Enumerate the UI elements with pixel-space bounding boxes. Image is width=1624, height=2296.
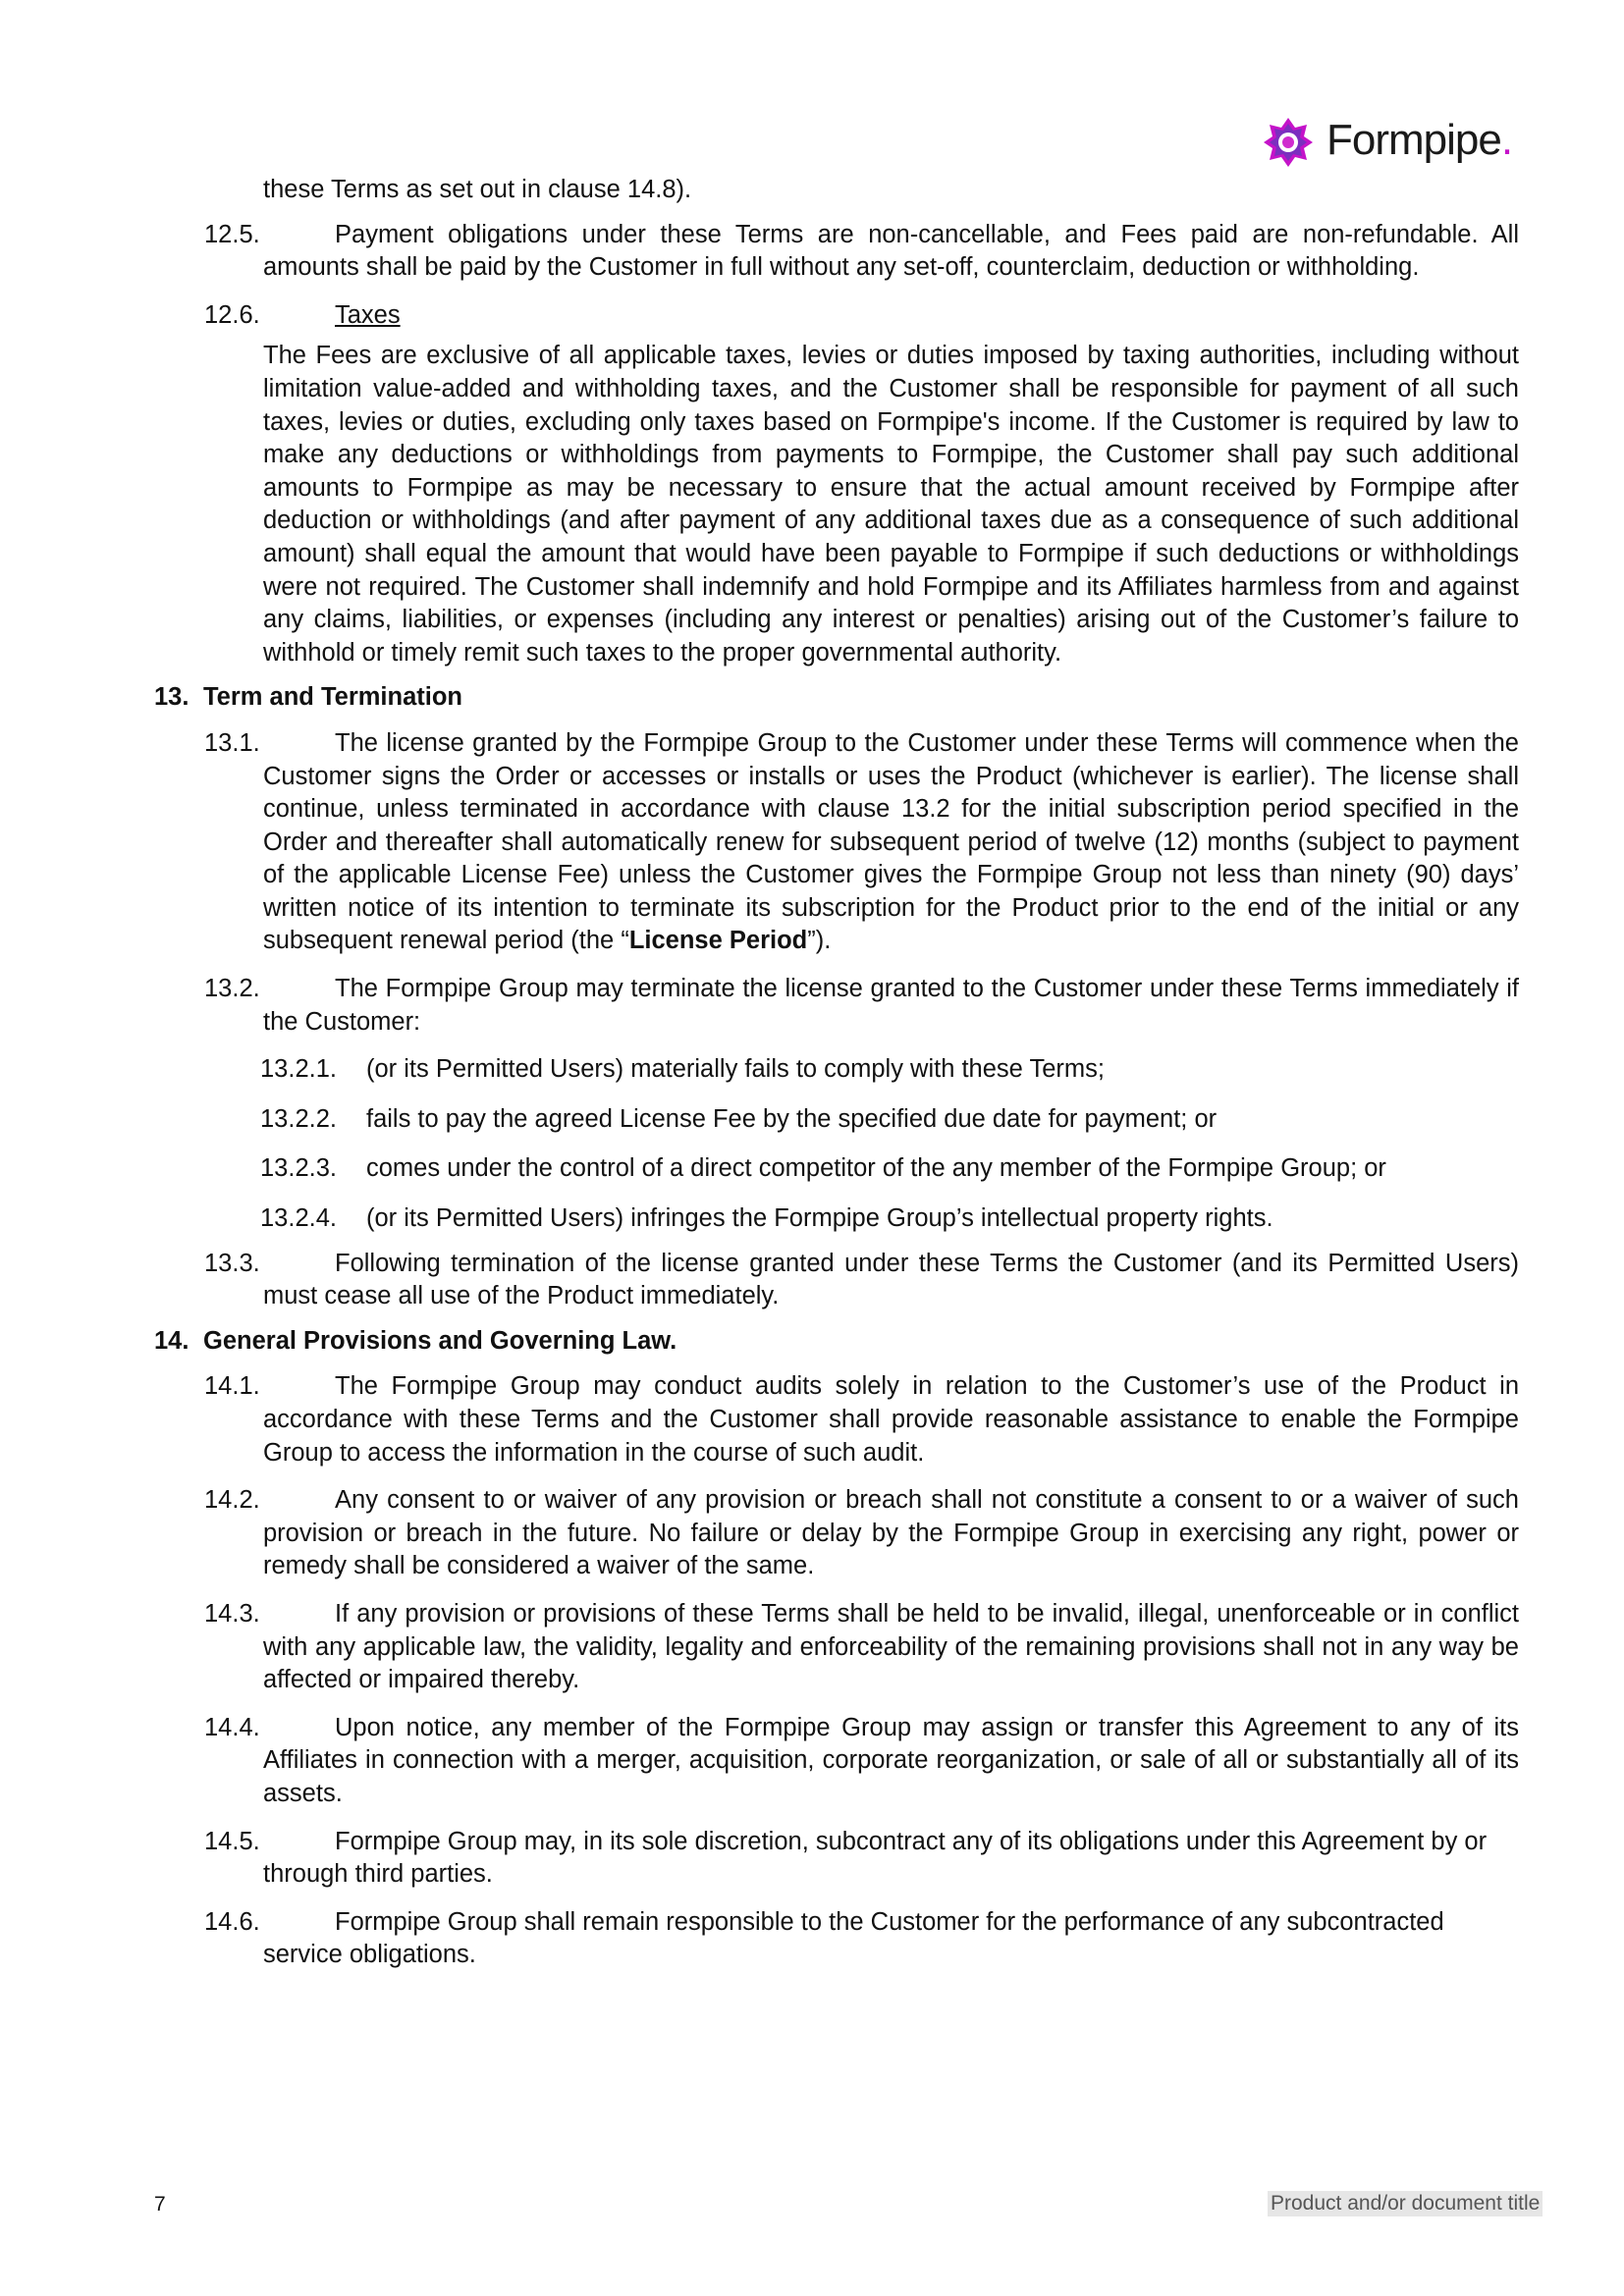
section-number: 13.: [154, 683, 189, 712]
clause-text: The Formpipe Group may terminate the license granted to the Customer under these Terms immediately if the Customer:: [263, 975, 1519, 1036]
clause-number: 14.6.: [204, 1907, 260, 1936]
clause-title: Taxes: [335, 300, 401, 329]
subclause-number: 13.2.3.: [260, 1154, 337, 1183]
clause-14-6: [154, 1906, 1519, 1972]
clause-text: The Formpipe Group may conduct audits solely in relation to the Customer’s use of the Product in accordance with these Terms and the Customer shall provide reasonable assistance to enable the Formpipe Group to access the information in the course of such audit.: [263, 1372, 1519, 1467]
clause-number: 12.6.: [204, 300, 260, 329]
clause-14-2: [154, 1484, 1519, 1583]
clause-13-1: 13.1. The license granted by the Formpipe Group to the Customer under these Terms will commence when the Customer signs the Order or accesses or installs or uses the Product (whichever is earlier). The license shall continue, unless terminated in accordance with clause 13.2 for the initial subscription period specified in the Order and thereafter shall automatically renew for subsequent period of twelve (12) months (subject to payment of the applicable License Fee) unless the Customer gives the Formpipe Group not less than ninety (90) days’ written notice of its intention to terminate its subscription for the Product prior to the end of the initial or any subsequent renewal period (the “License Period”).: [204, 728, 1519, 955]
clause-12-5: [154, 219, 1519, 285]
clause-number: 13.3.: [204, 1249, 260, 1277]
clause-number: 12.5.: [204, 220, 260, 248]
clause-14-4: [154, 1712, 1519, 1811]
clause-text: The license granted by the Formpipe Group to the Customer under these Terms will commence when the Customer signs the Order or accesses or installs or uses the Product (whichever is earlier). The license shall continue, unless terminated in accordance with clause 13.2 for the initial subscription period specified in the Order and thereafter shall automatically renew for subsequent period of twelve (12) months (subject to payment of the applicable License Fee) unless the Customer gives the Formpipe Group not less than ninety (90) days’ written notice of its intention to terminate its subscription for the Product prior to the end of the initial or any subsequent renewal period (the “: [263, 728, 1519, 955]
subclause-13-2-2: [154, 1103, 1519, 1137]
clause-13-2: [154, 973, 1519, 1039]
document-body: [154, 174, 1519, 1987]
subclause-13-2-4: [154, 1202, 1519, 1236]
clause-number: 14.4.: [204, 1713, 260, 1741]
section-title: Term and Termination: [203, 683, 463, 712]
clause-number: 14.3.: [204, 1599, 260, 1628]
subclause-number: 13.2.1.: [260, 1055, 337, 1084]
section-number: 14.: [154, 1326, 189, 1355]
clause-14-1: [154, 1370, 1519, 1469]
clause-14-5: [154, 1826, 1519, 1892]
formpipe-logo: [1262, 114, 1527, 173]
subclause-13-2-3: [154, 1152, 1519, 1186]
clause-number: 14.5.: [204, 1827, 260, 1855]
clause-number: 13.1.: [204, 728, 260, 757]
clause-12-6-body: The Fees are exclusive of all applicable taxes, levies or duties imposed by taxing authorities, including without limitation value-added and withholding taxes, and the Customer shall be responsible for payment of all such taxes, levies or duties, excluding only taxes based on Formpipe's income. If the Customer is required by law to make any deductions or withholdings from payments to Formpipe, the Customer shall pay such additional amounts to Formpipe as may be necessary to ensure that the actual amount received by Formpipe after deduction or withholdings (and after payment of any additional taxes due as a consequence of such additional amount) shall equal the amount that would have been payable to Formpipe if such deductions or withholdings were not required. The Customer shall indemnify and hold Formpipe and its Affiliates harmless from and against any claims, liabilities, or expenses (including any interest or penalties) arising out of the Customer’s failure to withhold or timely remit such taxes to the proper governmental authority.: [263, 342, 1519, 667]
section-13-heading: [154, 681, 1519, 715]
subclause-number: 13.2.4.: [260, 1204, 337, 1233]
clause-text: Payment obligations under these Terms are non-cancellable, and Fees paid are non-refundable. All amounts shall be paid by the Customer in full without any set-off, counterclaim, deduction or withholding.: [263, 220, 1519, 282]
clause-13-3: [154, 1248, 1519, 1313]
subclause-13-2-1: [154, 1053, 1519, 1087]
subclause-number: 13.2.2.: [260, 1104, 337, 1133]
page-number: 7: [154, 2193, 166, 2216]
clause-number: 14.2.: [204, 1486, 260, 1515]
clause-text: Upon notice, any member of the Formpipe Group may assign or transfer this Agreement to any of its Affiliates in connection with a merger, acquisition, corporate reorganization, or sale of all or substantially all of its assets.: [263, 1713, 1519, 1807]
logo-wordmark: Formpipe.: [1326, 116, 1513, 164]
subclause-text: fails to pay the agreed License Fee by the specified due date for payment; or: [366, 1104, 1218, 1133]
clause-number: 13.2.: [204, 975, 260, 1003]
continuation-text: these Terms as set out in clause 14.8).: [263, 176, 692, 203]
defined-term: License Period: [628, 927, 808, 955]
clause-text: Formpipe Group may, in its sole discretion, subcontract any of its obligations under this Agreement by or through third parties.: [263, 1827, 1488, 1889]
clause-number: 14.1.: [204, 1372, 260, 1401]
clause-text: Formpipe Group shall remain responsible to the Customer for the performance of any subcontracted service obligations.: [263, 1907, 1444, 1969]
clause-text: Following termination of the license granted under these Terms the Customer (and its Permitted Users) must cease all use of the Product immediately.: [263, 1249, 1519, 1310]
formpipe-emblem-icon: [1262, 116, 1315, 169]
subclause-text: (or its Permitted Users) materially fails to comply with these Terms;: [366, 1055, 1105, 1084]
section-title: General Provisions and Governing Law.: [203, 1326, 677, 1355]
clause-text: If any provision or provisions of these Terms shall be held to be invalid, illegal, unenforceable or in conflict with any applicable law, the validity, legality and enforceability of the remaining provisions shall not in any way be affected or impaired thereby.: [263, 1599, 1519, 1694]
clause-14-3: [154, 1598, 1519, 1697]
subclause-text: (or its Permitted Users) infringes the Formpipe Group’s intellectual property rights.: [366, 1204, 1273, 1233]
section-14-heading: [154, 1325, 1519, 1359]
subclause-text: comes under the control of a direct competitor of the any member of the Formpipe Group; or: [366, 1154, 1386, 1183]
footer-document-title[interactable]: Product and/or document title: [1268, 2191, 1543, 2216]
clause-text: Any consent to or waiver of any provision or breach shall not constitute a consent to or a waiver of such provision or breach in the future. No failure or delay by the Formpipe Group in exercising any right, power or remedy shall be considered a waiver of the same.: [263, 1486, 1519, 1580]
clause-12-6: [154, 299, 1519, 333]
